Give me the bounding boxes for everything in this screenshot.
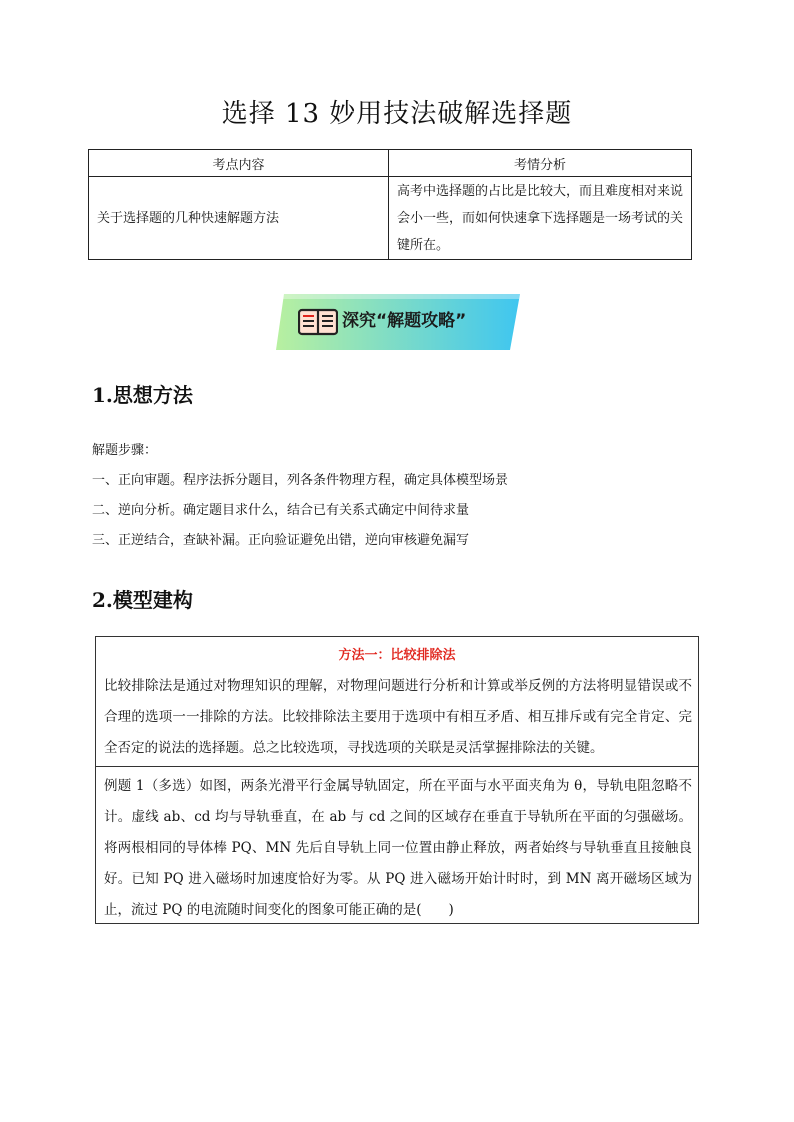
table-cell-analysis: 高考中选择题的占比是比较大，而且难度相对来说会小一些，而如何快速拿下选择题是一场考试的关键所在。 [389, 177, 692, 260]
table-row [89, 177, 692, 260]
section-heading-methods: 1.思想方法 [92, 383, 193, 407]
banner-text: 深究“解题攻略” [342, 311, 467, 331]
method-title: 方法一：比较排除法 [338, 648, 456, 663]
section-heading-model: 2.模型建构 [92, 588, 193, 612]
example-problem: 例题 1（多选）如图，两条光滑平行金属导轨固定，所在平面与水平面夹角为 θ，导轨电阻忽略不计。虚线 ab、cd 均与导轨垂直，在 ab 与 cd 之间的区域存在垂直于导轨所在平面的匀强磁场。将两根相同的导体棒 PQ、MN 先后自导轨上同一位置由静止释放，两者始终与导轨垂直且接触良好。已知 PQ 进入磁场时加速度恰好为零。从 PQ 进入磁场开始计时时，到 MN 离开磁场区域为止，流过 PQ 的电流随时间变化的图象可能正确的是( ) [104, 778, 692, 918]
table-header-content: 考点内容 [89, 150, 389, 177]
method-box [95, 636, 699, 924]
box-divider [96, 766, 698, 767]
step-item: 一、正向审题。程序法拆分题目，列各条件物理方程，确定具体模型场景 [92, 473, 509, 488]
step-item: 三、正逆结合，查缺补漏。正向验证避免出错，逆向审核避免漏写 [92, 533, 470, 548]
steps-intro: 解题步骤： [92, 443, 158, 458]
exam-info-table [88, 149, 692, 260]
open-book-icon [298, 308, 338, 336]
table-cell-content: 关于选择题的几种快速解题方法 [89, 177, 389, 260]
page-title: 选择 13 妙用技法破解选择题 [221, 99, 573, 129]
method-description: 比较排除法是通过对物理知识的理解，对物理问题进行分析和计算或举反例的方法将明显错误或不合理的选项一一排除的方法。比较排除法主要用于选项中有相互矛盾、相互排斥或有完全肯定、完全否定的说法的选择题。总之比较选项，寻找选项的关联是灵活掌握排除法的关键。 [104, 678, 692, 756]
strategy-banner [276, 294, 520, 350]
table-header-analysis: 考情分析 [389, 150, 692, 177]
step-item: 二、逆向分析。确定题目求什么，结合已有关系式确定中间待求量 [92, 503, 470, 518]
table-header-row [89, 150, 692, 177]
solution-steps [92, 436, 508, 556]
